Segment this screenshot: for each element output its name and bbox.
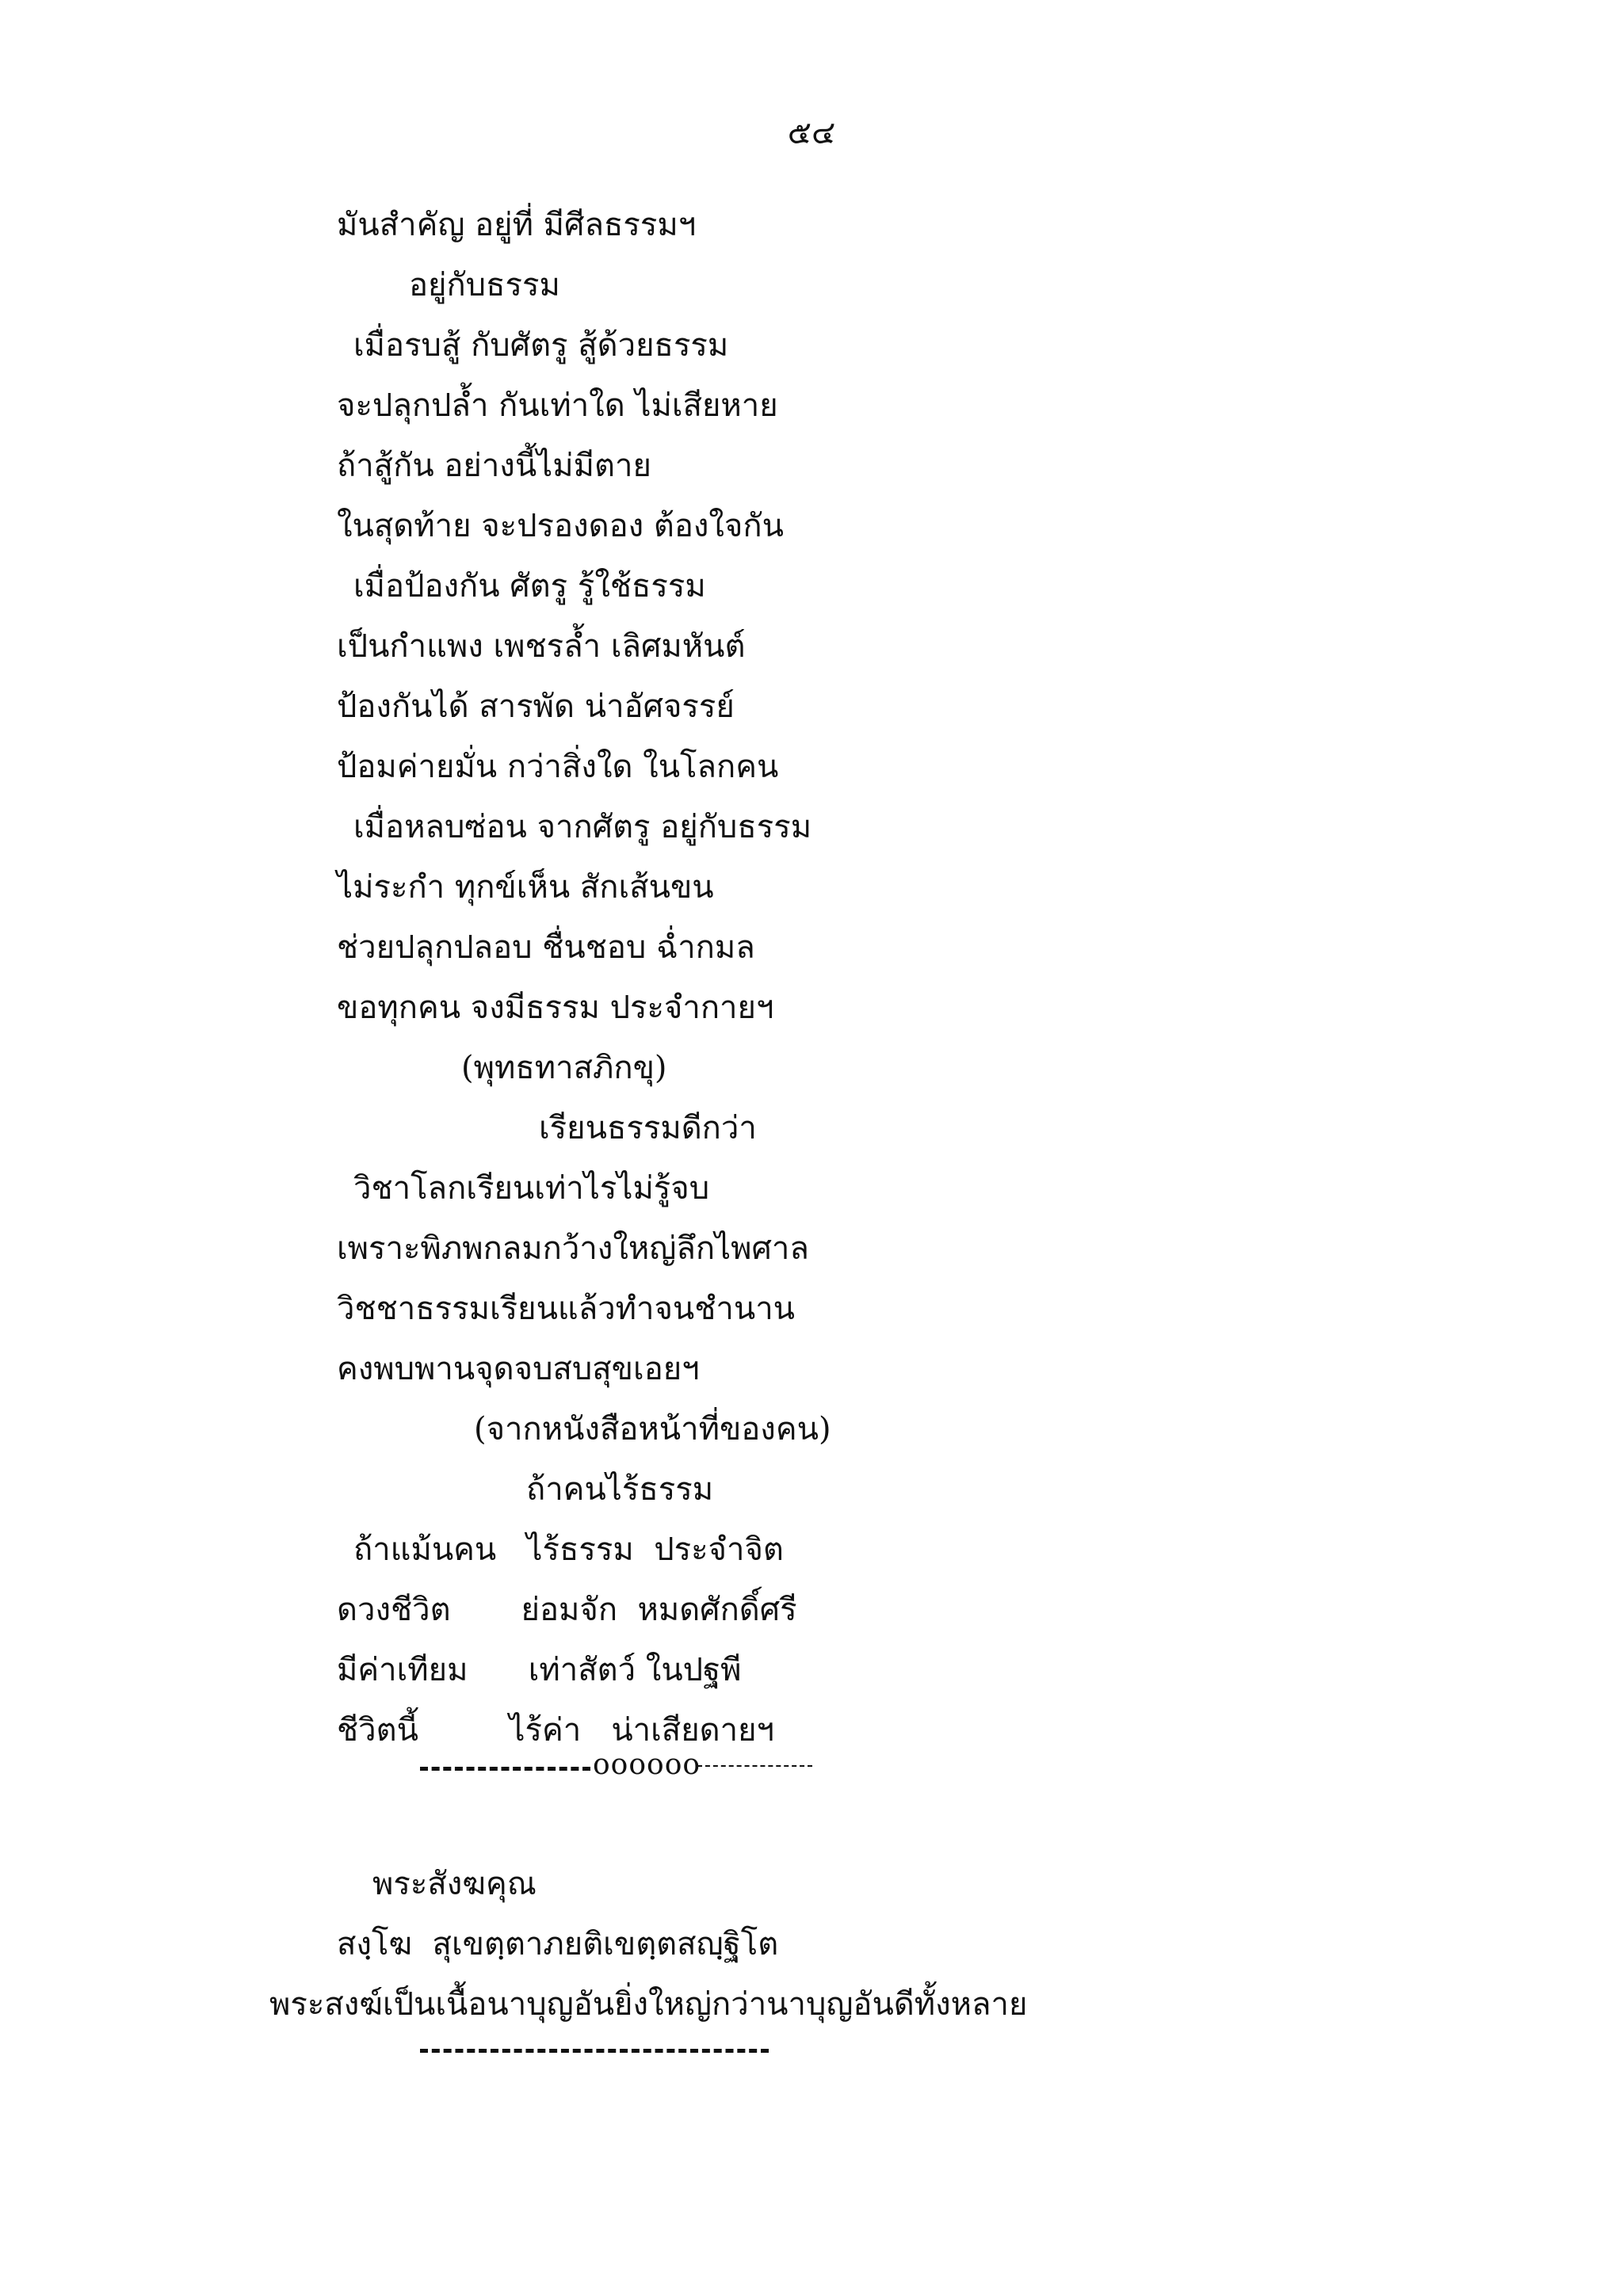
verse-translation: พระสงฆ์เป็นเนื้อนาบุญอันยิ่งใหญ่กว่านาบุญอันดีทั้งหลาย (269, 1986, 1028, 2023)
poem-line: ถ้าแม้นคน ไร้ธรรม ประจำจิต (353, 1531, 784, 1568)
poem-line: ป้องกันได้ สารพัด น่าอัศจรรย์ (337, 688, 735, 725)
poem-line: วิชาโลกเรียนเท่าไรไม่รู้จบ (353, 1170, 710, 1207)
poem-line: ไม่ระกำ ทุกข์เห็น สักเส้นขน (337, 869, 714, 906)
poem-line: ชีวิตนี้ ไร้ค่า น่าเสียดายฯ (337, 1712, 774, 1749)
poem-attribution: (จากหนังสือหน้าที่ของคน) (474, 1411, 831, 1447)
page-number: ๕๔ (787, 115, 836, 151)
poem-line: ป้อมค่ายมั่น กว่าสิ่งใด ในโลกคน (337, 749, 779, 785)
separator-dashes-thin (697, 1765, 812, 1767)
poem-line: วิชชาธรรมเรียนแล้วทำจนชำนาน (337, 1291, 796, 1327)
poem-line: ขอทุกคน จงมีธรรม ประจำกายฯ (337, 990, 774, 1026)
separator-dashes (420, 1767, 590, 1771)
pali-verse: สงฺโฆ สุเขตฺตาภยติเขตฺตสญฺฐิโต (337, 1926, 779, 1962)
poem-line: เมื่อหลบซ่อน จากศัตรู อยู่กับธรรม (353, 809, 812, 845)
poem-line: จะปลุกปล้ำ กันเท่าใด ไม่เสียหาย (337, 387, 778, 424)
poem-attribution: (พุทธทาสภิกขุ) (461, 1050, 667, 1086)
closing-separator (420, 2049, 769, 2053)
poem-line: เมื่อรบสู้ กับศัตรู สู้ด้วยธรรม (353, 327, 729, 364)
poem-line: เมื่อป้องกัน ศัตรู รู้ใช้ธรรม (353, 568, 706, 605)
poem-line: มีค่าเทียม เท่าสัตว์ ในปฐพี (337, 1652, 742, 1688)
poem-title: ถ้าคนไร้ธรรม (526, 1471, 714, 1508)
poem-line: ในสุดท้าย จะปรองดอง ต้องใจกัน (337, 508, 784, 544)
poem-line: ช่วยปลุกปลอบ ชื่นชอบ ฉ่ำกมล (337, 929, 755, 966)
separator-circles: oooooo (593, 1749, 701, 1781)
section-heading: พระสังฆคุณ (372, 1866, 537, 1902)
poem-line: คงพบพานจุดจบสบสุขเอยฯ (337, 1351, 700, 1387)
poem-line: ถ้าสู้กัน อย่างนี้ไม่มีตาย (337, 448, 651, 484)
poem-line: มันสำคัญ อยู่ที่ มีศีลธรรมฯ (337, 207, 697, 243)
poem-line: เพราะพิภพกลมกว้างใหญ่ลึกไพศาล (337, 1230, 809, 1267)
poem-line: อยู่กับธรรม (409, 267, 560, 303)
poem-line: ดวงชีวิต ย่อมจัก หมดศักดิ์ศรี (337, 1592, 797, 1628)
poem-line: เป็นกำแพง เพชรล้ำ เลิศมหันต์ (337, 628, 746, 665)
poem-title: เรียนธรรมดีกว่า (539, 1110, 757, 1146)
